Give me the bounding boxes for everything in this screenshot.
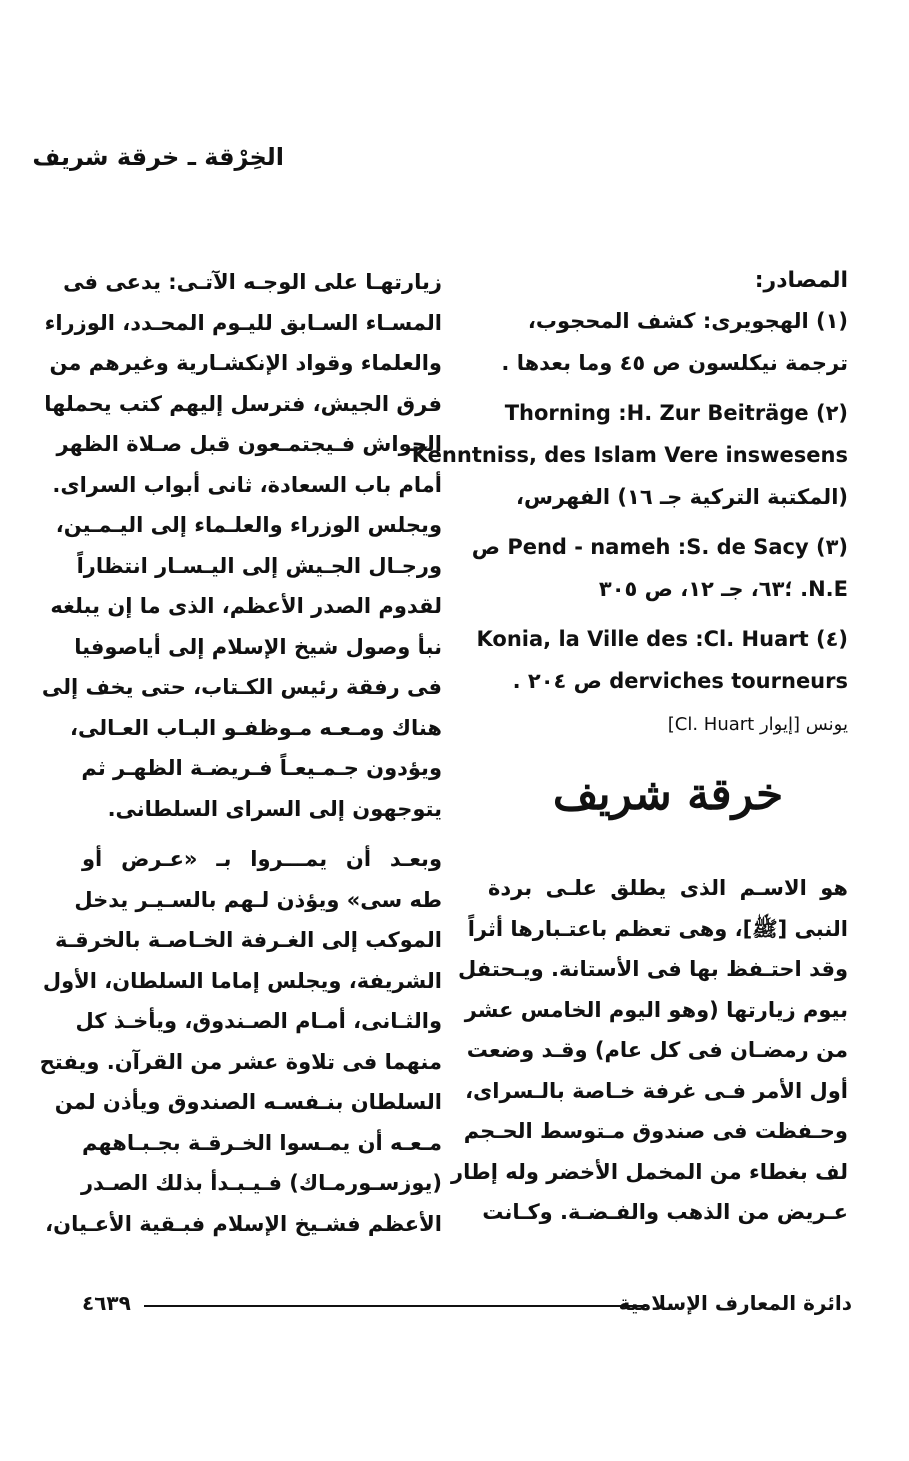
paragraph-1 xyxy=(41,262,442,829)
source-entry xyxy=(476,618,848,702)
text-line: بيوم زيارتها (وهو اليوم الخامس عشر xyxy=(464,997,848,1022)
text-line: لف بغطاء من المخمل الأخضر وله إطار xyxy=(451,1159,848,1184)
text-line: يتوجهون إلى السراى السلطانى. xyxy=(107,796,442,821)
text-line: Kenntniss, des Islam Vere inswesens xyxy=(411,443,848,467)
text-line: هو الاسـم الذى يطلق علـى بردة xyxy=(488,876,848,900)
paragraph-2 xyxy=(39,839,442,1244)
text-line: derviches tourneurs ص ٢٠٤ . xyxy=(512,669,848,693)
text-line: نبأ وصول شيخ الإسلام إلى أياصوفيا xyxy=(74,634,442,659)
text-line: فرق الجيش، فترسل إليهم كتب يحملها xyxy=(44,391,442,416)
article-author: يونس [إيوار Cl. Huart] xyxy=(667,714,848,735)
text-line: وحـفظت فى صندوق مـتوسط الحـجم xyxy=(463,1119,848,1143)
text-line: عـريض من الذهب والفـضـة. وكـانت xyxy=(482,1200,848,1224)
running-title: الخِرْقة ـ خرقة شريف xyxy=(32,143,284,171)
text-line: (١) الهجويرى: كشف المحجوب، xyxy=(527,309,848,333)
text-line: ترجمة نيكلسون ص ٤٥ وما بعدها . xyxy=(501,351,848,375)
paragraph-gap xyxy=(82,829,442,839)
footer-rule xyxy=(144,1305,646,1307)
text-line: المسـاء السـابق لليـوم المحـدد، الوزراء xyxy=(44,310,442,335)
text-line: وبعـد أن يمـــروا بـ «عـرض أو xyxy=(82,847,442,871)
text-line: الموكب إلى الغـرفة الخـاصـة بالخرقـة xyxy=(54,928,442,952)
text-line: N.E. ؛٦٣، جـ ١٢، ص ٣٠٥ xyxy=(598,577,848,601)
text-line: الشريفة، ويجلس إماما السلطان، الأول xyxy=(42,968,442,993)
text-line: منهما فى تلاوة عشر من القرآن. ويفتح xyxy=(39,1049,442,1074)
article-body xyxy=(451,868,848,1233)
page-footer xyxy=(82,1291,852,1317)
sources-heading: المصادر: xyxy=(754,268,848,293)
text-line: السلطان بنـفسـه الصندوق ويأذن لمن xyxy=(54,1090,442,1114)
text-line: وقد احتـفظ بها فى الأستانة. ويـحتفل xyxy=(457,957,848,981)
text-line: ورجـال الجـيش إلى اليـسـار انتظاراً xyxy=(76,553,442,578)
text-line: والثـانى، أمـام الصـندوق، ويأخـذ كل xyxy=(75,1009,442,1033)
source-entry xyxy=(488,300,848,384)
text-line: أمام باب السعادة، ثانى أبواب السراى. xyxy=(52,472,442,497)
source-entry xyxy=(471,526,848,610)
text-line: (٣) Pend - nameh :S. de Sacy ص xyxy=(471,535,848,559)
source-entry xyxy=(411,392,848,518)
text-line: (يوزسـورمـاك) فـيـبـدأ بذلك الصـدر xyxy=(80,1171,442,1195)
text-line: فى رفقة رئيس الكـتاب، حتى يخف إلى xyxy=(41,675,442,699)
text-line: من رمضـان فى كل عام) وقـد وضعت xyxy=(466,1038,848,1062)
text-line: أول الأمر فـى غرفة خـاصة بالـسراى، xyxy=(465,1078,848,1103)
publication-name: دائرة المعارف الإسلامية xyxy=(618,1291,852,1315)
text-line: النبى [ﷺ]، وهى تعظم باعتـبارها أثراً xyxy=(467,916,848,941)
right-column xyxy=(411,262,848,1233)
text-line: (٢) Thorning :H. Zur Beiträge xyxy=(504,401,848,425)
text-line: (٤) Konia, la Ville des :Cl. Huart xyxy=(476,627,848,651)
text-line: الجواش فـيجتمـعون قبل صـلاة الظهر xyxy=(56,432,442,456)
text-line: ويؤدون جـمـيعـاً فـريضـة الظهـر ثم xyxy=(81,756,442,780)
text-line: هناك ومـعـه مـوظفـو البـاب العـالى، xyxy=(69,715,442,740)
text-line: ويجلس الوزراء والعلـماء إلى اليـمـين، xyxy=(55,513,442,537)
page-number: ٤٦٣٩ xyxy=(82,1291,131,1315)
text-line: مـعـه أن يمـسوا الخـرقـة بجـبـاههم xyxy=(81,1130,442,1155)
text-line: (المكتبة التركية جـ ١٦) الفهرس، xyxy=(516,485,848,509)
article-title: خرقة شريف xyxy=(552,769,784,820)
text-line: لقدوم الصدر الأعظم، الذى ما إن يبلغه xyxy=(50,594,442,618)
left-column xyxy=(39,262,442,1244)
text-line: زيارتهـا على الوجـه الآتـى: يدعى فى xyxy=(63,270,442,294)
text-line: طه سى» ويؤذن لـهم بالسـيـر يدخل xyxy=(74,887,442,912)
sources-list xyxy=(411,300,848,702)
text-line: الأعظم فشـيخ الإسلام فبـقية الأعـيان، xyxy=(45,1211,442,1236)
text-line: والعلماء وقواد الإنكشـارية وغيرهم من xyxy=(49,351,442,375)
